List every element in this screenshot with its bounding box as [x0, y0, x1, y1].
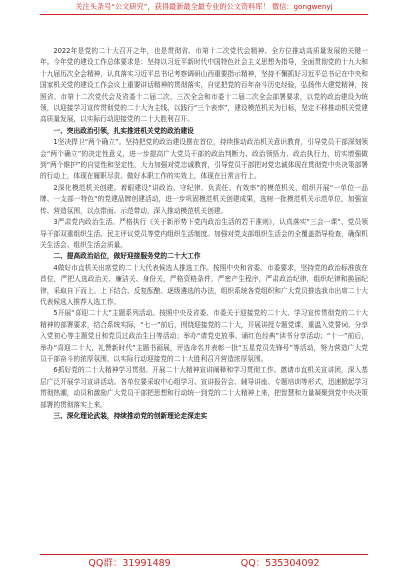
document-body — [40, 46, 368, 422]
section-heading-2: 二、提高政治站位，做好迎接服务党的二十大工作 — [53, 252, 201, 261]
section-1-paragraph-1: 1坚决捍卫“两个确立”。坚持把党的政治建设摆在首位，持续推动政治机关意识教育，引导党员干部深刻领会“两个确立”的决定性意义，进一步提高广大党员干部的政治判断力、政治领悟力、政治执行力，切实增强做到“两个维护”的自觉性和坚定性，大力加强对党忠诚教育，引导党员干部把对党忠诚体现在贯彻党中央决策部署的行动上，体现在履职尽责、做好本职工作的实效上，体现在日常言行上。 — [40, 138, 368, 181]
page-header: 关注头条号“公文研究”，获得最新最全最专业的公文资料库！ 微信：gongwenyj — [75, 2, 333, 11]
footer-qq-group: QQ群：31991489 — [88, 558, 171, 569]
section-heading-3: 三、深化理论武装，持续推动党的创新理论走深走实 — [53, 412, 208, 420]
section-1-paragraph-3: 3严肃党内政治生活。严格执行《关于新形势下党内政治生活的若干准则》，认真落实“三会一课”、党员领导干部双重组织生活、民主评议党员等党内组织生活制度。加强对党支部组织生活会的全覆盖指导检查，确保机关生活会、组织生活会质量。 — [40, 218, 368, 249]
footer-qq-contact: QQ：535304092 — [240, 558, 320, 569]
section-2-paragraph-1: 4做好市直机关出席党的二十大代表候选人推选工作。按照中央和省委、市委要求，坚持党的政治标准放在首位，严把人选政治关、廉洁关、身份关，严格资格条件，严密产生程序，严肃政治纪律，组织纪律和换届纪律，采取自下而上、上下结合、反复酝酿、逐级遴选的办法，组织系统各党组织和广大党员推选我市出席二十大代表候选人推荐人选工作。 — [40, 263, 368, 306]
section-2-paragraph-2: 5开展“喜迎二十大”主题系列活动。按照中央及省委、市委关于迎接党的二十大、学习宣传贯彻党的二十大精神的部署要求，结合系统实际，“七一”前后，围绕迎接党的二十大，开展讲授专题党课、重温入党誓词、分享入党初心等主题党日和党员过政治生日等活动；举办“请党史放事、诵红色经典”读书分享活动；“十一”前后，举办“喜迎二十大，礼赞新时代”主题书画展，评选命名并表彰一批“五星党员先锋号”等活动，努力营造广大党员干部奋斗的浓厚氛围，以实际行动迎接党的二十大胜利召开营造浓厚氛围。 — [40, 309, 368, 363]
page-footer — [40, 557, 368, 571]
intro-paragraph: 2022年是党的二十大召开之年，也是贯彻省、市第十二次党代会精神、全方位推动高质量发展的关键一年。今年党的建设工作总体要求是：坚持以习近平新时代中国特色社会主义思想为指导，全面贯彻党的十九大和十九届历次全会精神，认真落实习近平总书记考察调研山西重要指示精神，坚持不懈抓好习近平总书记在中央和国家机关党的建设工作会议上重要讲话精神的贯彻落实，自觉把党的百年奋斗历史经验，弘扬伟大建党精神，按照省、市第十二次党代会及省委十二届二次、三次全会和市委十二届二次全会部署要求，以党的政治建设为统领，以迎接学习宣传贯彻党的二十大为主线，以践行“三个表率”，建设模范机关为目标，坚定不移推动机关党建高质量发展，以实际行动迎接党的二十大胜利召开。 — [40, 47, 368, 124]
section-heading-1: 一、突出政治引领，扎实推进机关党的政治建设 — [53, 126, 194, 135]
header-divider — [40, 14, 368, 15]
section-2-paragraph-3: 6抓好党的二十大精神学习贯彻。开展二十大精神宣讲阐释和学习贯彻工作。邀请市直机关宣讲团，深入基层广泛开展学习宣讲活动。各单位要采取中心组学习、宣讲报告会、辅导讲座、专题培训等形式，迅速掀起学习贯彻热潮，动员和激励广大党员干部把思想和行动统一到党的二十大精神上来，把智慧和力量凝聚到党中央决策部署的贯彻落实上来。 — [40, 366, 368, 409]
footer-divider — [40, 554, 368, 555]
section-1-paragraph-2: 2深化模范机关创建。着眼建设“讲政治、守纪律、负责任、有效率”的模范机关，组织开展“一单位一品牌、一支部一特色”的党建品牌创建活动，进一步巩固模范机关创建成果，选树一批模范机关示范单位，加强宣传、营造氛围，以点带面、示范带动，深入推动模范机关创建。 — [40, 183, 368, 215]
